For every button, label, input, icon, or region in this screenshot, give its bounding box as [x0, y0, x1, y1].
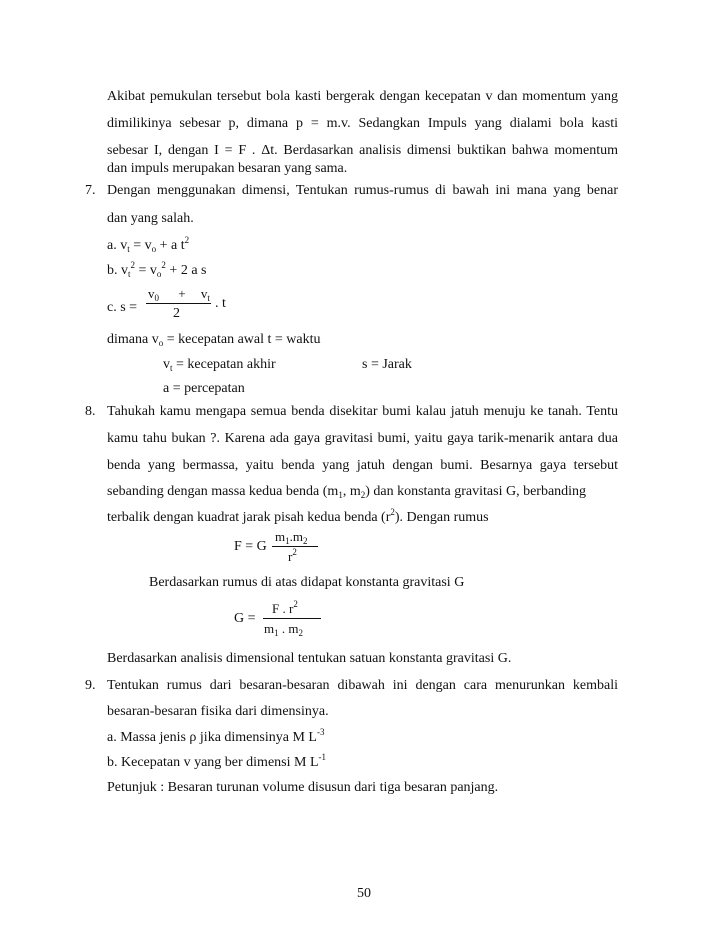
hint-text: Petunjuk : Besaran turunan volume disusun dari tiga besaran panjang. [107, 780, 499, 795]
sub-question-a: a. Massa jenis ρ jika dimensinya M $L^{-3}$ [107, 727, 325, 745]
question-text: besaran-besaran fisika dari dimensinya. [107, 704, 329, 719]
definition-line: a = percepatan [163, 381, 245, 396]
paragraph-line: dan impuls merupakan besaran yang sama. [107, 161, 348, 176]
definition-line: s = Jarak [362, 357, 412, 372]
page-number: 50 [357, 886, 371, 901]
fraction-bar [263, 618, 321, 619]
formula-c-denominator: 2 [173, 306, 180, 321]
formula1-lhs: F = G [234, 539, 267, 554]
formula2-lhs: G = [234, 611, 256, 626]
question-text: Tahukah kamu mengapa semua benda disekitar bumi kalau jatuh menuju ke tanah. Tentu [107, 404, 618, 419]
paragraph-line: dimilikinya sebesar p, dimana p = m.v. Sedangkan Impuls yang dialami bola kasti [107, 116, 618, 131]
fraction-bar [146, 303, 211, 304]
question-text: terbalik dengan kuadrat jarak pisah kedua benda $(r^2)$. Dengan rumus [107, 507, 489, 525]
question-number: 9. [85, 678, 96, 693]
formula2-denominator: $m_1$ . $m_2$ [264, 621, 303, 638]
question-text: dan yang salah. [107, 211, 194, 226]
formula-c-label: c. s = [107, 300, 138, 315]
formula1-denominator: $r^2$ [288, 547, 297, 564]
paragraph-line: Akibat pemukulan tersebut bola kasti bergerak dengan kecepatan v dan momentum yang [107, 89, 618, 104]
formula-a: a. $v_t = v_o + a$ $t^2$ [107, 235, 190, 254]
question-text: Tentukan rumus dari besaran-besaran dibawah ini dengan cara menurunkan kembali [107, 678, 618, 693]
paragraph-line: sebesar I, dengan I = F . Δt. Berdasarkan analisis dimensi buktikan bahwa momentum [107, 143, 618, 158]
closing-text: Berdasarkan analisis dimensional tentukan satuan konstanta gravitasi G. [107, 651, 512, 666]
formula-b: b. $v_t^2 = v_o^2 + 2$ a s [107, 260, 207, 279]
formula-c-numerator: $v_0 + v_t$ [148, 286, 210, 303]
formula-c-tail: . t [215, 296, 226, 311]
definition-line: dimana $v_o$ = kecepatan awal t = waktu [107, 332, 321, 348]
definition-line: $v_t$ = kecepatan akhir [163, 357, 276, 373]
question-text: kamu tahu bukan ?. Karena ada gaya gravitasi bumi, yaitu gaya tarik-menarik antara dua [107, 431, 618, 446]
question-text: Dengan menggunakan dimensi, Tentukan rumus-rumus di bawah ini mana yang benar [107, 183, 618, 198]
sub-question-b: b. Kecepatan v yang ber dimensi M $L^{-1}$ [107, 752, 326, 770]
question-text: sebanding dengan massa kedua benda ($m_1$, $m_2$) dan konstanta gravitasi G, berbanding [107, 484, 587, 500]
question-number: 7. [85, 183, 96, 198]
question-text: benda yang bermassa, yaitu benda yang jatuh dengan bumi. Besarnya gaya tersebut [107, 458, 618, 473]
formula1-numerator: $m_1.m_2$ [275, 529, 308, 546]
derived-text: Berdasarkan rumus di atas didapat konstanta gravitasi G [149, 575, 465, 590]
question-number: 8. [85, 404, 96, 419]
formula2-numerator: F . $r^2$ [272, 599, 298, 616]
